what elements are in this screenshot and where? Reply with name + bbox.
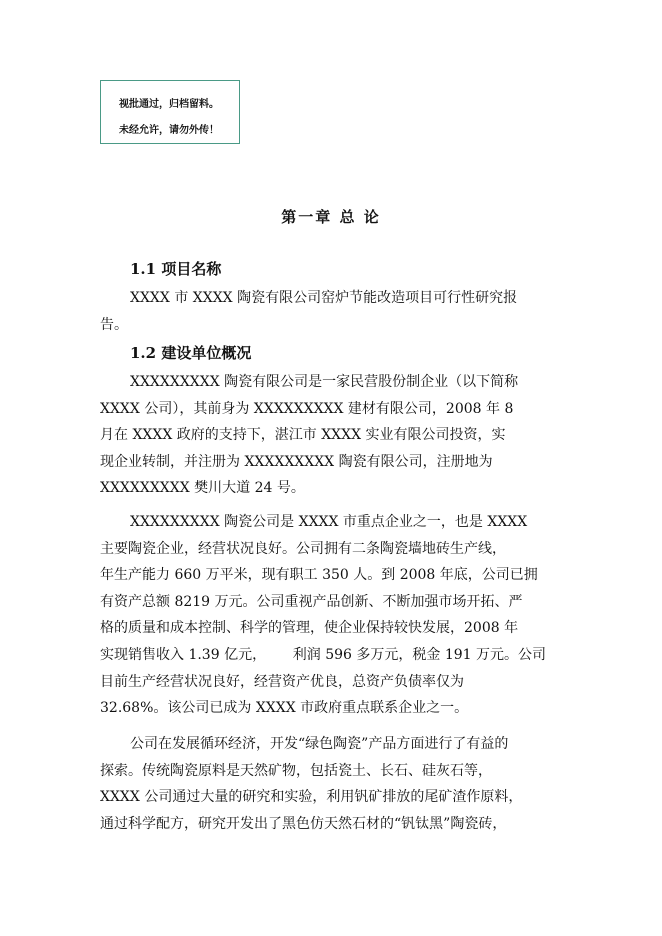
text-line: XXXX 市 XXXX 陶瓷有限公司窑炉节能改造项目可行性研究报 (130, 290, 518, 306)
paragraph-company-operations (100, 509, 562, 722)
paragraph-circular-economy (100, 731, 562, 837)
section-heading-1-1: 1.1 项目名称 (130, 260, 222, 278)
text-line: 实现销售收入 1.39 亿元， 利润 596 多万元，税金 191 万元。公司 (100, 646, 547, 663)
chapter-title: 第一章 总 论 (281, 208, 381, 226)
text-line: 32.68%。该公司已成为 XXXX 市政府重点联系企业之一。 (100, 700, 469, 717)
paragraph-company-profile (100, 369, 562, 502)
text-line: XXXXXXXXX 陶瓷有限公司是一家民营股份制企业（以下简称 (130, 374, 519, 390)
text-line: 主要陶瓷企业，经营状况良好。公司拥有二条陶瓷墙地砖生产线， (100, 540, 506, 557)
section-heading-1-2: 1.2 建设单位概况 (130, 344, 252, 362)
text-line: 公司在发展循环经济，开发“绿色陶瓷”产品方面进行了有益的 (130, 736, 509, 752)
stamp-line-2: 未经允许，请勿外传！ (119, 125, 219, 136)
text-line: 目前生产经营状况良好，经营资产优良，总资产负债率仅为 (100, 673, 464, 690)
text-line: 年生产能力 660 万平米，现有职工 350 人。到 2008 年底，公司已拥 (100, 567, 538, 584)
text-line: 有资产总额 8219 万元。公司重视产品创新、不断加强市场开拓、严 (100, 593, 523, 610)
text-line: 现企业转制，并注册为 XXXXXXXXX 陶瓷有限公司，注册地为 (100, 453, 493, 470)
text-line: XXXX 公司），其前身为 XXXXXXXXX 建材有限公司，2008 年 8 (100, 400, 514, 417)
stamp-line-1: 视批通过，归档留料。 (119, 99, 219, 110)
approval-stamp-box (100, 80, 240, 144)
text-line: 通过科学配方，研究开发出了黑色仿天然石材的“钒钛黑”陶瓷砖， (100, 815, 507, 832)
section-1-1-body (100, 285, 562, 338)
text-line: 探索。传统陶瓷原料是天然矿物，包括瓷土、长石、硅灰石等， (100, 762, 492, 779)
text-line: XXXXXXXXX 樊川大道 24 号。 (100, 480, 305, 497)
text-line: XXXX 公司通过大量的研究和实验，利用钒矿排放的尾矿渣作原料， (100, 789, 523, 806)
text-line: 告。 (100, 316, 128, 333)
text-line: XXXXXXXXX 陶瓷公司是 XXXX 市重点企业之一，也是 XXXX (130, 514, 528, 530)
text-line: 月在 XXXX 政府的支持下，湛江市 XXXX 实业有限公司投资，实 (100, 427, 506, 444)
text-line: 格的质量和成本控制、科学的管理，使企业保持较快发展，2008 年 (100, 620, 519, 637)
